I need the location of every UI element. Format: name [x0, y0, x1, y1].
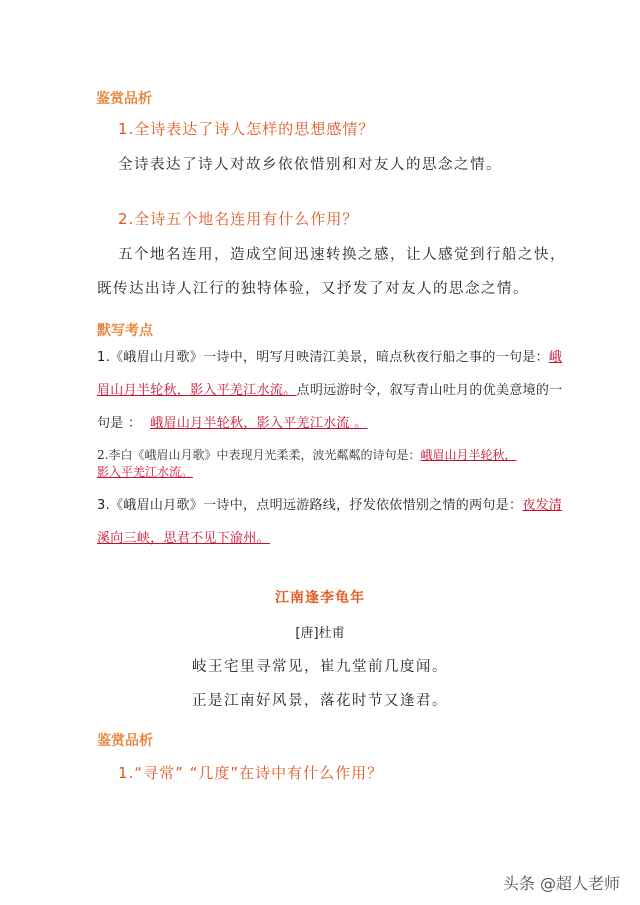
poem-title: 江南逢李龟年	[275, 590, 365, 606]
dictation-item-1-answer-start: 峨	[548, 350, 563, 365]
dictation-item-1-line3	[97, 412, 367, 431]
dictation-item-1-line2	[97, 379, 563, 398]
poem-line-1: 岐王宅里寻常见，崔九堂前几度闻。	[192, 659, 448, 675]
section-heading-appreciation-2: 鉴赏品析	[97, 733, 153, 749]
section-heading-appreciation: 鉴赏品析	[96, 91, 152, 107]
dictation-item-2-answer: 峨眉山月半轮秋，	[420, 448, 517, 462]
poem-author: [唐]杜甫	[295, 626, 345, 641]
answer-2-line2: 既传达出诗人江行的独特体验，又抒发了对友人的思念之情。	[97, 281, 529, 297]
dictation-item-2-answer-cont: 影入平羌江水流。	[97, 465, 194, 479]
dictation-item-1-answer-cont: 眉山月半轮秋，影入平羌江水流。	[97, 383, 297, 398]
dictation-item-2-line1	[97, 446, 516, 463]
dictation-item-2-line2	[97, 463, 193, 480]
dictation-item-3-answer-cont: 溪向三峡，思君不见下渝州。	[97, 531, 270, 546]
question-2: 2.全诗五个地名连用有什么作用？	[118, 210, 359, 228]
dictation-item-3-line1	[97, 494, 562, 513]
watermark: 头条 @超人老师	[502, 874, 620, 893]
dictation-item-3-answer: 夜发清	[522, 498, 563, 513]
section-heading-dictation: 默写考点	[97, 323, 153, 339]
question-1: 1.全诗表达了诗人怎样的思想感情？	[118, 120, 375, 138]
answer-1: 全诗表达了诗人对故乡依依惜别和对友人的思念之情。	[118, 157, 502, 173]
dictation-item-1-text-3: 句是 ：	[97, 416, 142, 431]
dictation-item-3-line2	[97, 527, 270, 546]
question-3: 1.“寻常” “几度”在诗中有什么作用？	[118, 764, 384, 782]
dictation-item-1-answer-2: 峨眉山月半轮秋，影入平羌江水流 。	[150, 416, 368, 431]
dictation-item-1-line1	[97, 346, 562, 365]
dictation-item-1-text: 1.《峨眉山月歌》一诗中，明写月映清江美景，暗点秋夜行船之事的一句是：	[97, 350, 549, 365]
dictation-item-1-text-2: 点明远游时令，叙写青山吐月的优美意境的一	[296, 383, 563, 398]
dictation-item-3-text: 3.《峨眉山月歌》一诗中，点明远游路线，抒发依依惜别之情的两句是：	[97, 498, 523, 513]
dictation-item-2-text: 2.李白《峨眉山月歌》中表现月光柔柔，波光粼粼的诗句是：	[97, 448, 421, 462]
answer-2-line1: 五个地名连用，造成空间迅速转换之感，让人感觉到行船之快，	[118, 247, 566, 263]
poem-line-2: 正是江南好风景，落花时节又逢君。	[192, 693, 448, 709]
